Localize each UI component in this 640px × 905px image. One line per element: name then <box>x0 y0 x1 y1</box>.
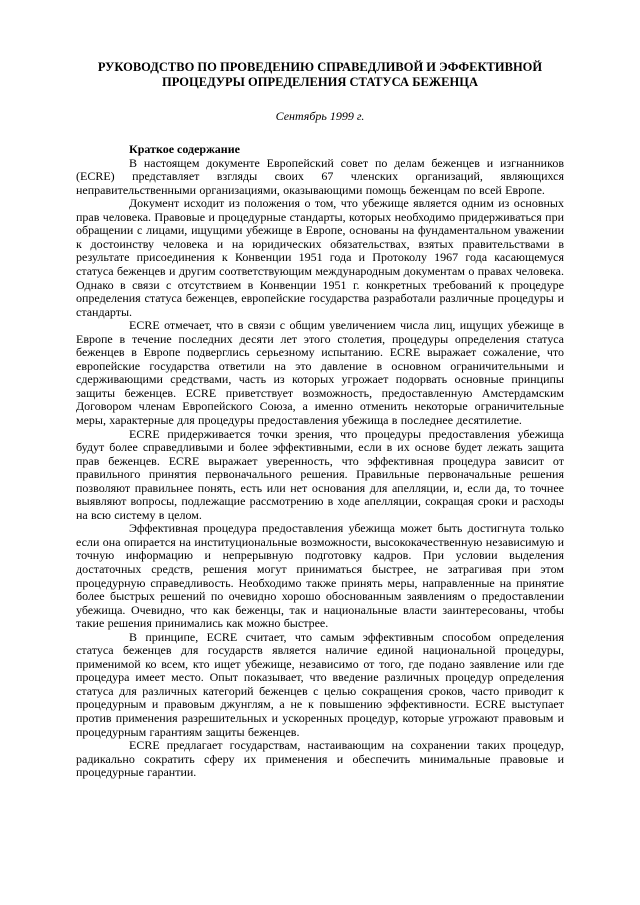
paragraph-1: В настоящем документе Европейский совет по делам беженцев и изгнанников (ECRE) представляет взгляды своих 67 членских организаций, являющихся неправительственными организациями, оказывающими помощь беженцам по всей Европе. <box>76 155 564 197</box>
paragraph-6: В принципе, ECRE считает, что самым эффективным способом определения статуса беженцев для государств является наличие единой национальной процедуры, применимой ко всем, кто ищет убежище, независимо от того, где подано заявление или где процедура имеет место. Опыт показывает, что введение различных процедур определения статуса для различных категорий беженцев с целью сокращения сроков, часто приводит к процедурным и правовым джунглям, а не к повышению эффективности. ECRE выступает против применения разрешительных и ускоренных процедур, которые угрожают правовым и процедурным гарантиям защиты беженцев. <box>76 629 564 739</box>
document-title-line2: ПРОЦЕДУРЫ ОПРЕДЕЛЕНИЯ СТАТУСА БЕЖЕНЦА <box>162 75 478 89</box>
paragraph-5: Эффективная процедура предоставления убежища может быть достигнута только если она опирается на институциональные возможности, высококачественную независимую и точную информацию и непрерывную подготовку кадров. При условии выделения достаточных средств, решения могут приниматься быстрее, не затрагивая при этом процедурную справедливость. Необходимо также принять меры, направленные на принятие более быстрых решений по очевидно хорошо обоснованным заявлениям о предоставлении убежища. Очевидно, что как беженцы, так и национальные власти заинтересованы, чтобы такие решения принимались как можно быстрее. <box>76 521 564 631</box>
paragraph-2: Документ исходит из положения о том, что убежище является одним из основных прав человека. Правовые и процедурные стандарты, которых необходимо придерживаться при обращении с лицами, ищущими убежище в Европе, основаны на фундаментальном уважении к достоинству человека и на юридических обязательствах, взятых правительствами в результате присоединения к Конвенции 1951 года и Протоколу 1967 года касающемуся статуса беженцев и другим соответствующим международным документам о правах человека. Однако в связи с отсутствием в Конвенции 1951 г. конкретных требований к процедуре определения статуса беженцев, европейские государства разработали различные процедуры и стандарты. <box>76 196 564 319</box>
document-date: Сентябрь 1999 г. <box>275 109 365 123</box>
document-title-line1: РУКОВОДСТВО ПО ПРОВЕДЕНИЮ СПРАВЕДЛИВОЙ И ЭФФЕКТИВНОЙ <box>97 60 543 74</box>
paragraph-4: ECRE придерживается точки зрения, что процедуры предоставления убежища будут более справедливыми и более эффективными, если в их основе будет лежать защита прав беженцев. ECRE выражает уверенность, что эффективная процедура зависит от правильного принятия первоначального решения. Правильные первоначальные решения позволяют правильнее понять, есть или нет основания для апелляции, и, если да, то точнее выявляют вопросы, подлежащие рассмотрению в ходе апелляции, сокращая сроки и расходы на всю систему в целом. <box>76 426 564 522</box>
document-title <box>76 60 564 90</box>
paragraph-3: ECRE отмечает, что в связи с общим увеличением числа лиц, ищущих убежище в Европе в течение последних десяти лет этого столетия, процедуры определения статуса беженцев в Европе подверглись серьезному испытанию. ECRE выражает сожаление, что европейские государства ответили на это давление в основном ограничительными и сдерживающими средствами, часть из которых угрожает подорвать основные принципы защиты беженцев. ECRE приветствует возможность, предоставленную Амстердамским Договором членам Европейского Союза, а именно отменить некоторые ограничительные меры, характерные для процедуры предоставления убежища в последнее десятилетие. <box>76 318 564 427</box>
paragraph-7: ECRE предлагает государствам, настаивающим на сохранении таких процедур, радикально сократить сферу их применения и обеспечить минимальные правовые и процедурные гарантии. <box>76 738 564 780</box>
section-heading: Краткое содержание <box>129 142 240 156</box>
